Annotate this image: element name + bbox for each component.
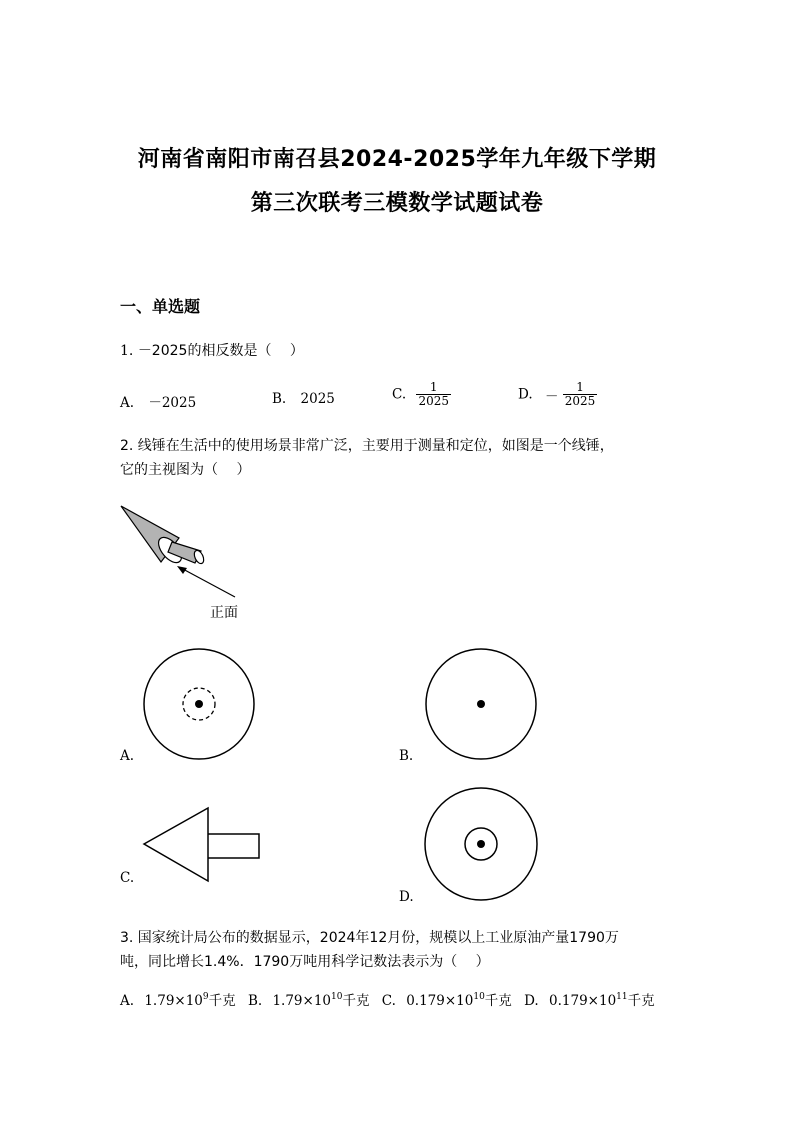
q3-option-b-exp: 10 [331,992,343,1002]
question-2-line1: 2. 线锤在生活中的使用场景非常广泛，主要用于测量和定位，如图是一个线锤， [120,438,614,454]
q1-option-d[interactable] [518,381,597,408]
q3-option-c-unit: 千克 [484,993,512,1009]
q2-option-b-figure [420,645,540,765]
q3-option-d[interactable] [524,993,655,1009]
q1-option-d-label: D. [518,386,533,403]
q2-option-a[interactable]: A. [120,748,135,764]
q3-option-a-label: A. [120,993,135,1009]
q3-option-b[interactable] [248,993,374,1009]
paper-title-line1: 河南省南阳市南召县2024-2025学年九年级下学期 [137,147,657,172]
q1-option-c[interactable] [392,381,451,408]
q3-option-d-exp: 11 [616,992,628,1002]
q3-option-d-unit: 千克 [627,993,655,1009]
q2-option-a-figure [140,645,260,765]
rectangle-shape [208,834,259,858]
q1-option-a-label: A. [120,395,135,411]
q3-options-row [120,989,655,1009]
q2-option-c-figure [140,802,270,887]
q3-option-c-coef: 0.179×10 [406,993,474,1009]
q1-option-b-value: 2025 [300,391,335,407]
q1-option-c-fraction [416,381,451,408]
question-1-number: 1. [120,343,134,359]
paper-title-line2: 第三次联考三模数学试题试卷 [250,191,544,216]
q2-option-b[interactable]: B. [399,748,414,764]
q1-option-a[interactable] [120,391,196,411]
q3-option-c[interactable] [382,993,516,1009]
q1-option-d-numerator: 1 [576,380,584,394]
q3-option-d-label: D. [524,993,539,1009]
q3-option-a-unit: 千克 [208,993,236,1009]
q2-option-d[interactable]: D. [399,889,414,905]
view-arrow [181,568,235,597]
q1-option-b[interactable] [272,391,335,407]
q1-option-d-denominator: 2025 [564,394,596,408]
question-1-stem: －2025的相反数是（ ） [137,343,304,359]
q3-option-a-exp: 9 [202,992,209,1002]
q1-option-b-label: B. [272,391,287,407]
q1-option-a-value: －2025 [148,395,197,411]
center-dot [477,840,485,848]
q2-option-c[interactable]: C. [120,870,135,886]
q3-option-a-coef: 1.79×10 [144,993,203,1009]
question-2-line2: 它的主视图为（ ） [120,462,251,478]
q3-option-a[interactable] [120,993,240,1009]
question-3-line2: 吨，同比增长1.4%．1790万吨用科学记数法表示为（ ） [120,954,490,970]
question-1 [120,339,304,363]
view-arrow-head [177,566,187,574]
triangle-shape [144,808,208,881]
center-dot [477,700,485,708]
q1-option-d-fraction [563,381,598,408]
section-heading: 一、单选题 [120,297,201,316]
q2-option-d-figure [420,785,544,905]
q3-option-b-unit: 千克 [342,993,370,1009]
q3-option-b-coef: 1.79×10 [272,993,332,1009]
front-view-label: 正面 [210,605,238,621]
center-dot [195,700,203,708]
q1-option-c-numerator: 1 [429,380,438,394]
q1-option-c-denominator: 2025 [418,394,449,408]
q3-option-c-label: C. [381,993,396,1009]
question-3-line1: 3. 国家统计局公布的数据显示，2024年12月份，规模以上工业原油产量1790万 [120,930,619,946]
q3-option-b-label: B. [247,993,263,1009]
q3-option-c-exp: 10 [473,992,485,1002]
q1-option-d-sign: － [544,388,559,405]
q1-option-c-label: C. [392,386,407,403]
q3-option-d-coef: 0.179×10 [549,993,617,1009]
